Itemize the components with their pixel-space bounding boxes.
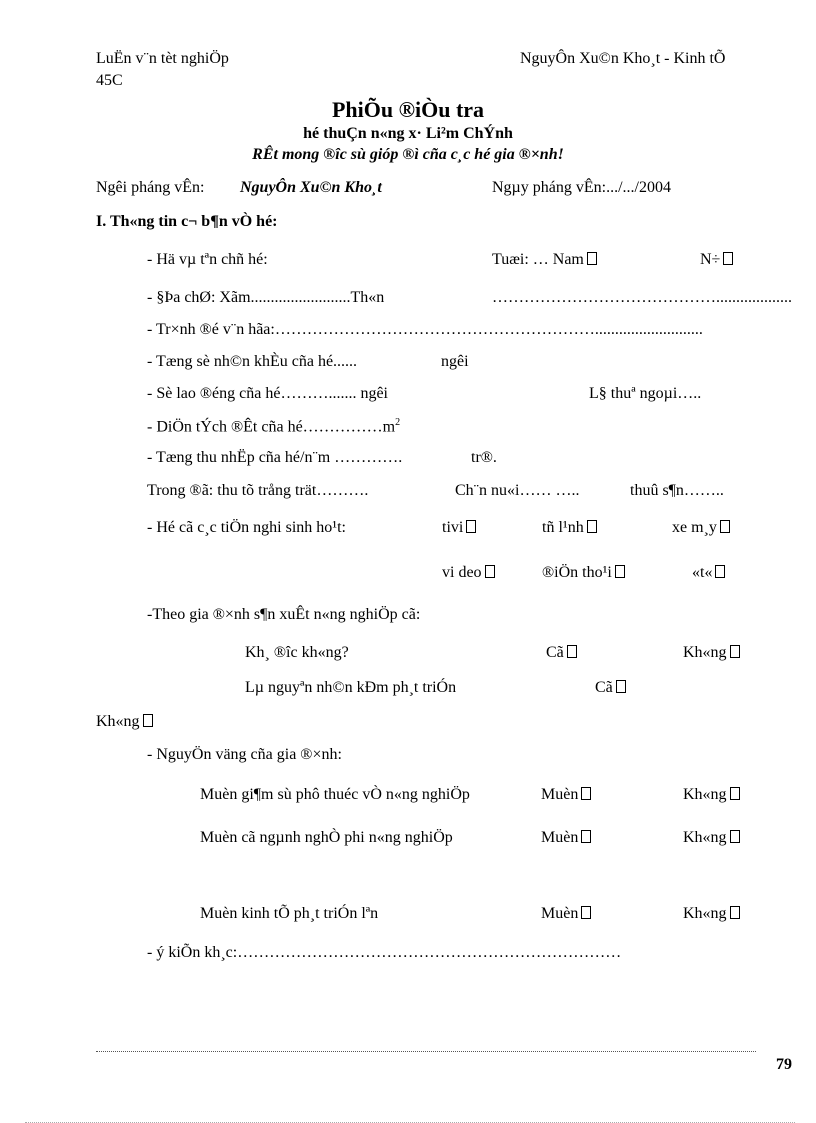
phone-checkbox[interactable] — [615, 565, 625, 578]
address-label: - §Þa chØ: Xãm.........................Th«n — [147, 289, 385, 306]
q2-label: Lµ nguyªn nh©n kÐm ph¸t triÓn — [245, 679, 457, 696]
q1-yes-label: Cã — [546, 644, 564, 661]
wish2-yes-label: Muèn — [541, 829, 579, 846]
income-unit: tr®. — [471, 449, 497, 466]
wish2-no — [683, 829, 740, 847]
amenity-fridge-label: tñ l¹nh — [542, 519, 584, 536]
wish3-label: Muèn kinh tÕ ph¸t triÓn lªn — [200, 905, 379, 922]
age-male-label: Tuæi: … Nam — [492, 251, 584, 268]
amenity-phone — [542, 564, 625, 582]
opinion-label: -Theo gia ®×nh s¶n xuÊt n«ng nghiÖp cã: — [147, 606, 421, 623]
header-left-title: LuËn v¨n tèt nghiÖp — [96, 50, 229, 67]
income-livestock: Ch¨n nu«i…… ….. — [455, 482, 580, 499]
video-checkbox[interactable] — [485, 565, 495, 578]
wish3-yes-label: Muèn — [541, 905, 579, 922]
wish2-label: Muèn cã ngµnh nghÒ phi n«ng nghiÖp — [200, 829, 453, 846]
page-number: 79 — [776, 1056, 792, 1073]
area-label — [147, 417, 400, 436]
q1-no-checkbox[interactable] — [730, 645, 740, 658]
q2-no — [96, 713, 153, 731]
income-crop: Trong ®ã: thu tõ trång trät………. — [147, 482, 369, 499]
wish1-no-checkbox[interactable] — [730, 787, 740, 800]
education-label: - Tr×nh ®é v¨n hãa:……………………………………………………........................... — [147, 321, 703, 338]
motorbike-checkbox[interactable] — [720, 520, 730, 533]
q1-no-label: Kh«ng — [683, 644, 727, 661]
amenity-tv-label: tivi — [442, 519, 464, 536]
male-checkbox[interactable] — [587, 252, 597, 265]
page-subtitle: hé thuÇn n«ng x· Li²m ChÝnh — [303, 125, 513, 142]
income-fishery: thuû s¶n…….. — [630, 482, 724, 499]
labor-label: - Sè lao ®éng cña hé………....... ngêi — [147, 385, 388, 402]
wish1-label: Muèn gi¶m sù phô thuéc vÒ n«ng nghiÖp — [200, 786, 470, 803]
female-field — [700, 251, 733, 269]
thanks-note: RÊt mong ®îc sù gióp ®ì cña c¸c hé gia ®×nh! — [252, 146, 564, 163]
q1-no — [683, 644, 740, 662]
q1-yes-checkbox[interactable] — [567, 645, 577, 658]
interviewer-label: Ngêi pháng vÊn: — [96, 179, 205, 196]
wish1-yes-checkbox[interactable] — [581, 787, 591, 800]
page-title: PhiÕu ®iÒu tra — [331, 97, 485, 122]
wish2-no-checkbox[interactable] — [730, 830, 740, 843]
q1-label: Kh¸ ®îc kh«ng? — [245, 644, 349, 661]
income-label: - Tæng thu nhËp cña hé/n¨m …………. — [147, 449, 403, 466]
wish3-no-checkbox[interactable] — [730, 906, 740, 919]
amenity-video — [442, 564, 495, 582]
female-label: N÷ — [700, 251, 721, 268]
address-dots: ……………………………………................... — [492, 289, 792, 306]
car-checkbox[interactable] — [715, 565, 725, 578]
amenity-video-label: vi deo — [442, 564, 482, 581]
members-label: - Tæng sè nh©n khÈu cña hé...... — [147, 353, 358, 370]
other-opinion-label: - ý kiÕn kh¸c:……………………………………………………………… — [147, 944, 622, 961]
wish1-yes — [541, 786, 591, 804]
wish3-yes-checkbox[interactable] — [581, 906, 591, 919]
wish3-yes — [541, 905, 591, 923]
q2-yes — [595, 679, 626, 697]
amenities-label: - Hé cã c¸c tiÖn nghi sinh ho¹t: — [147, 519, 346, 536]
q2-no-checkbox[interactable] — [143, 714, 153, 727]
interview-date: Ngµy pháng vÊn:.../.../2004 — [492, 179, 671, 196]
amenity-tv — [442, 519, 476, 537]
age-male-field — [492, 251, 597, 269]
name-label: - Hä vµ tªn chñ hé: — [147, 251, 268, 268]
wish3-no — [683, 905, 740, 923]
female-checkbox[interactable] — [723, 252, 733, 265]
section-heading: I. Th«ng tin c¬ b¶n vÒ hé: — [96, 213, 278, 230]
wish1-no — [683, 786, 740, 804]
footer-divider — [96, 1051, 756, 1052]
hired-labor-label: L§ thuª ngoµi….. — [589, 385, 702, 402]
amenity-car-label: «t« — [692, 564, 713, 581]
amenity-motorbike-label: xe m¸y — [672, 519, 717, 536]
area-text: - DiÖn tÝch ®Êt cña hé……………m — [147, 418, 396, 436]
amenity-car — [692, 564, 725, 582]
q2-no-label: Kh«ng — [96, 713, 140, 730]
members-unit: ngêi — [441, 353, 469, 370]
wish1-no-label: Kh«ng — [683, 786, 727, 803]
wish-label: - NguyÖn väng cña gia ®×nh: — [147, 746, 342, 763]
tv-checkbox[interactable] — [466, 520, 476, 533]
interviewer-name: NguyÔn Xu©n Kho¸t — [240, 179, 382, 196]
amenity-phone-label: ®iÖn tho¹i — [542, 564, 612, 581]
wish3-no-label: Kh«ng — [683, 905, 727, 922]
wish2-yes-checkbox[interactable] — [581, 830, 591, 843]
area-unit-sup: 2 — [395, 417, 401, 428]
header-left-class: 45C — [96, 72, 123, 89]
fridge-checkbox[interactable] — [587, 520, 597, 533]
q2-yes-label: Cã — [595, 679, 613, 696]
wish2-no-label: Kh«ng — [683, 829, 727, 846]
header-right-author: NguyÔn Xu©n Kho¸t - Kinh tÕ — [520, 50, 726, 67]
wish1-yes-label: Muèn — [541, 786, 579, 803]
q2-yes-checkbox[interactable] — [616, 680, 626, 693]
amenity-fridge — [542, 519, 597, 537]
amenity-motorbike — [672, 519, 730, 537]
q1-yes — [546, 644, 577, 662]
wish2-yes — [541, 829, 591, 847]
